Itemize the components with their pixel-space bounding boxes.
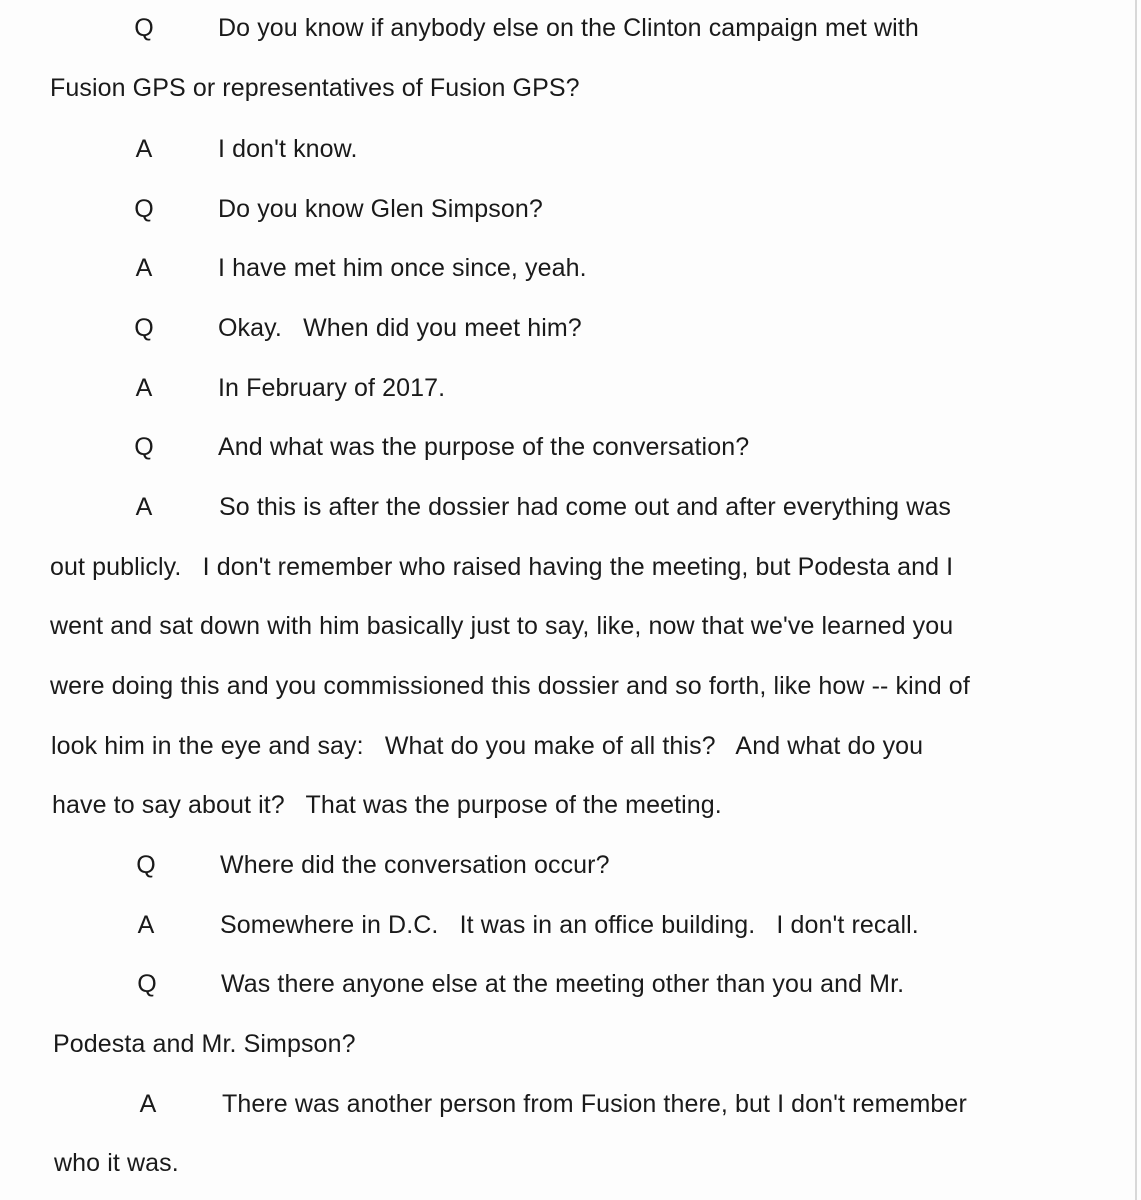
- speaker-label: Q: [136, 851, 156, 879]
- transcript-line: Do you know if anybody else on the Clinton campaign met with: [218, 14, 919, 42]
- speaker-label: A: [135, 493, 153, 521]
- transcript-line: Somewhere in D.C. It was in an office building. I don't recall.: [220, 911, 919, 939]
- speaker-label: A: [135, 135, 153, 163]
- speaker-label: Q: [134, 195, 154, 223]
- transcript-line: I have met him once since, yeah.: [218, 254, 587, 282]
- transcript-line: There was another person from Fusion there, but I don't remember: [222, 1090, 967, 1118]
- transcript-line: Okay. When did you meet him?: [218, 314, 582, 342]
- transcript-line: So this is after the dossier had come out and after everything was: [219, 493, 951, 521]
- speaker-label: A: [137, 911, 155, 939]
- transcript-line: I don't know.: [218, 135, 358, 163]
- transcript-line: look him in the eye and say: What do you make of all this? And what do you: [51, 732, 924, 760]
- speaker-label: A: [135, 254, 153, 282]
- transcript-line: were doing this and you commissioned this dossier and so forth, like how -- kind of: [50, 672, 970, 700]
- speaker-label: A: [139, 1090, 157, 1118]
- transcript-line: Fusion GPS or representatives of Fusion GPS?: [50, 74, 580, 102]
- page-edge-line: [1135, 0, 1137, 1200]
- speaker-label: Q: [134, 433, 154, 461]
- transcript-line: out publicly. I don't remember who raised having the meeting, but Podesta and I: [50, 553, 954, 581]
- speaker-label: Q: [134, 14, 154, 42]
- transcript-line: Where did the conversation occur?: [220, 851, 610, 879]
- speaker-label: Q: [137, 970, 157, 998]
- transcript-line: Podesta and Mr. Simpson?: [53, 1030, 356, 1058]
- transcript-line: Was there anyone else at the meeting other than you and Mr.: [221, 970, 905, 998]
- speaker-label: A: [135, 374, 153, 402]
- transcript-line: And what was the purpose of the conversation?: [218, 433, 750, 461]
- transcript-line: went and sat down with him basically just to say, like, now that we've learned you: [50, 612, 954, 640]
- transcript-line: In February of 2017.: [218, 374, 446, 402]
- transcript-line: who it was.: [54, 1149, 179, 1177]
- speaker-label: Q: [134, 314, 154, 342]
- transcript-line: Do you know Glen Simpson?: [218, 195, 543, 223]
- transcript-line: have to say about it? That was the purpose of the meeting.: [52, 791, 722, 819]
